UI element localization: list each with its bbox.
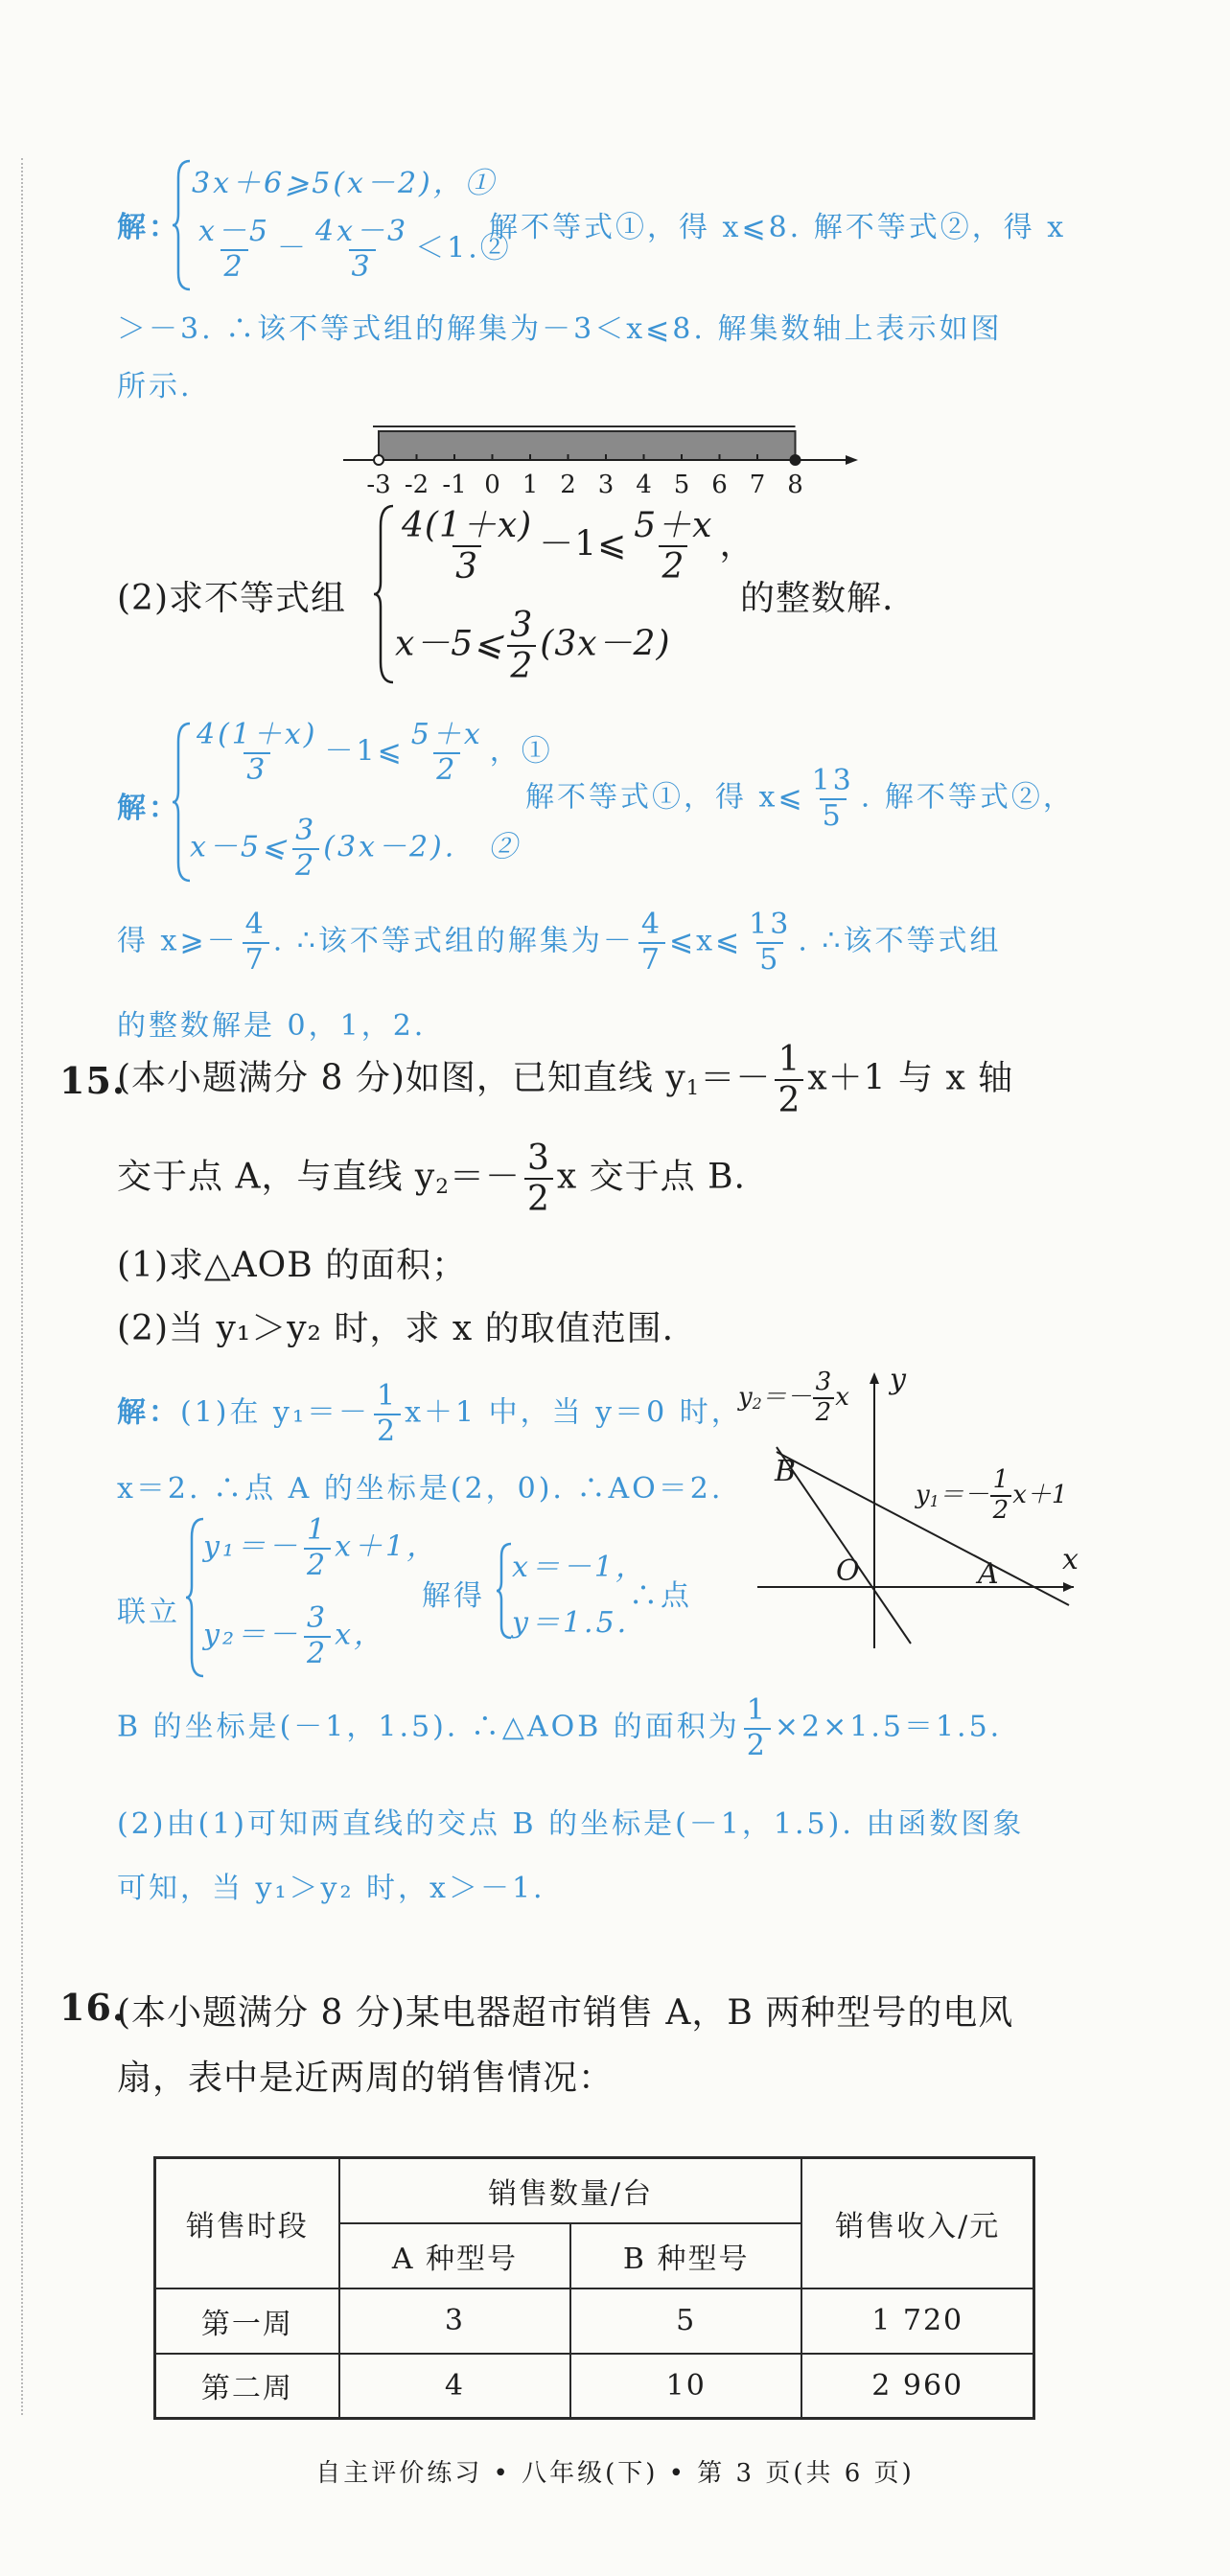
header-model-b: B 种型号 [570,2223,801,2288]
tick-label: 2 [560,471,576,499]
system-brace [372,503,397,685]
solution-lianli: 联立 [117,1596,180,1629]
solution-text: 得 x⩾－ $\frac{4}{7}$ . ∴该不等式组的解集为－ $\frac{4}{7}$ ⩽x⩽ $\frac{13}{5}$ . ∴该不等式组 [117,908,1002,977]
fraction: $\frac{1}{2}$ [304,1514,331,1582]
solution-system-line-2: y₂＝－ $\frac{3}{2}$ x， [203,1601,385,1670]
question-16-line-2: 扇，表中是近两周的销售情况： [117,2058,615,2098]
binding-margin-line [21,158,23,2415]
solution-system-line-1: $\frac{4(1+x)}{3}$ －1⩽ $\frac{5+x}{2}$ ，① [190,719,553,787]
solution-result-x: x＝－1， [512,1551,648,1584]
line-y2 [777,1447,911,1644]
table-row [155,2288,1034,2354]
fraction: $\frac{4}{7}$ [638,908,665,977]
solution-text: 所示. [117,370,193,403]
fraction: $\frac{5+x}{2}$ [634,506,713,587]
fraction: $\frac{4(1+x)}{3}$ [402,506,533,587]
tick-label: 0 [484,471,500,499]
tick-label: 7 [749,471,766,499]
left-endpoint [374,455,383,465]
question-15-line-2: 交于点 A，与直线 $y_2=-$ $\frac{3}{2}$ x 交于点 B. [117,1138,746,1220]
solution-system-line-2: x－5⩽ $\frac{3}{2}$ (3x－2). ② [190,814,521,883]
number-line-arrow [846,455,858,465]
cell-period: 第二周 [155,2354,339,2419]
question-part2-suffix: 的整数解. [740,579,894,618]
point-a-label: A [978,1557,999,1591]
y-axis-arrow [870,1372,879,1384]
header-quantity: 销售数量/台 [339,2158,802,2223]
x-axis-arrow [1063,1582,1074,1592]
fraction: $\frac{3}{2}$ [304,1602,331,1670]
solution-result-y: y＝1.5. [512,1606,630,1640]
header-period: 销售时段 [155,2158,339,2288]
fraction: $\frac{1}{2}$ [990,1466,1012,1526]
x-axis-label: x [1062,1543,1079,1576]
fraction: $\frac{1}{2}$ [744,1694,771,1762]
fraction: $\frac{1}{2}$ [775,1040,803,1121]
inequality-1: 3x＋6⩾5(x－2)，① [192,167,497,200]
solution-line: 解：(1)在 y₁＝－ $\frac{1}{2}$ x＋1 中，当 y＝0 时， [117,1379,743,1448]
header-model-a: A 种型号 [339,2223,570,2288]
header-income: 销售收入/元 [801,2158,1033,2288]
fraction: $\frac{3}{2}$ [813,1368,835,1428]
y-axis-label: y [890,1363,906,1396]
system-line-1: $\frac{4(1+x)}{3}$ －1⩽ $\frac{5+x}{2}$ ， [395,506,755,587]
question-15-part-1: (1)求△AOB 的面积； [117,1246,468,1285]
cell-period: 第一周 [155,2288,339,2354]
inequality-2: $\frac{x-5}{2}$ － $\frac{4x-3}{3}$ ＜1.② [192,216,512,284]
cell-b: 5 [570,2288,801,2354]
tick-label: -1 [442,471,467,499]
cell-b: 10 [570,2354,801,2419]
sales-table [153,2156,1035,2420]
question-number: 15. [59,1059,127,1102]
tick-label: -2 [404,471,429,499]
right-endpoint [791,455,801,465]
solution-line: B 的坐标是(－1，1.5). ∴△AOB 的面积为 $\frac{1}{2}$ ×2×1.5＝1.5. [117,1693,1003,1762]
tick-label: 3 [597,471,615,499]
cell-a: 4 [339,2354,570,2419]
solution-line: (2)由(1)可知两直线的交点 B 的坐标是(－1，1.5). 由函数图象 [117,1807,1025,1841]
system-brace [171,158,194,292]
solution-text: ∴点 [629,1579,692,1613]
line-y1-label: $y_1=-$ $\frac{1}{2}$ x＋1 [916,1465,1068,1525]
fraction: $\frac{5+x}{2}$ [410,718,483,787]
point-b-label: B [775,1455,797,1488]
tick-label: -3 [366,471,391,499]
system-brace [495,1541,514,1641]
solution-label: 解： [117,792,180,825]
question-number: 16. [59,1986,127,2029]
table-row [155,2354,1034,2419]
tick-label: 4 [636,471,652,499]
question-part2-prefix: (2)求不等式组 [117,579,346,618]
number-line [326,407,863,503]
page-footer: 自主评价练习 • 八年级(下) • 第 3 页(共 6 页) [315,2459,915,2488]
tick-label: 6 [711,471,728,499]
tick-label: 8 [787,471,803,499]
cell-a: 3 [339,2288,570,2354]
line-y2-label: $y_2=-$ $\frac{3}{2}$ x [738,1368,849,1427]
solution-text: 的整数解是 0，1，2. [117,1009,427,1043]
solution-label: 解： [117,211,180,244]
question-16-line-1: (本小题满分 8 分)某电器超市销售 A，B 两种型号的电风 [117,1993,1014,2033]
solution-text: 解不等式①，得 x⩽8. 解不等式②，得 x [489,211,1067,244]
origin-label: O [836,1554,860,1588]
fraction: $\frac{3}{2}$ [507,606,536,687]
solution-line: 可知，当 y₁＞y₂ 时，x＞－1. [117,1872,545,1905]
cell-income: 2 960 [801,2354,1033,2419]
fraction: $\frac{4}{7}$ [243,908,269,977]
fraction: $\frac{4(1+x)}{3}$ [197,718,318,787]
fraction: $\frac{1}{2}$ [374,1380,401,1448]
fraction: $\frac{13}{5}$ [749,908,792,977]
fraction: $\frac{4x-3}{3}$ [315,215,409,284]
solution-system-line-1: y₁＝－ $\frac{1}{2}$ x＋1， [203,1513,439,1582]
solution-text: ＞－3. ∴该不等式组的解集为－3＜x⩽8. 解集数轴上表示如图 [117,312,1003,346]
solution-text: 解不等式①，得 x⩽ $\frac{13}{5}$ . 解不等式②， [525,764,1075,833]
fraction: $\frac{13}{5}$ [811,764,854,833]
question-15-line-1: (本小题满分 8 分)如图，已知直线 $y_1=-$ $\frac{1}{2}$ x＋1 与 x 轴 [117,1040,1014,1121]
fraction: $\frac{x-5}{2}$ [198,215,271,284]
question-15-part-2: (2)当 y₁＞y₂ 时，求 x 的取值范围. [117,1309,675,1348]
system-line-2: x－5⩽ $\frac{3}{2}$ (3x－2) [395,606,671,687]
tick-label: 1 [522,471,539,499]
fraction: $\frac{3}{2}$ [292,815,319,883]
solution-jiede: 解得 [422,1579,485,1613]
cell-income: 1 720 [801,2288,1033,2354]
solution-line: x＝2. ∴点 A 的坐标是(2，0). ∴AO＝2. [117,1472,724,1506]
tick-label: 5 [673,471,690,499]
solution-interval [379,431,796,460]
fraction: $\frac{3}{2}$ [524,1138,553,1220]
